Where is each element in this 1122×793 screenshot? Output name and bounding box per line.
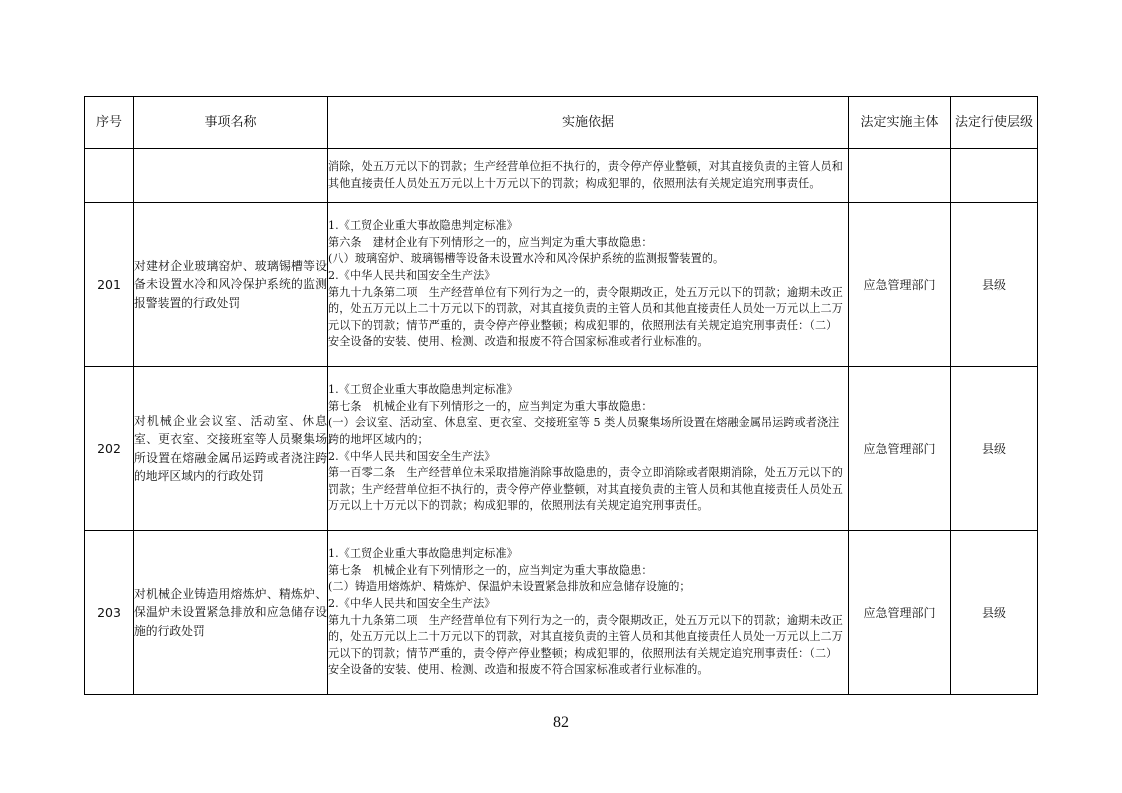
row-serial-number: 202 <box>85 367 134 531</box>
row-exercise-level: 县级 <box>951 367 1038 531</box>
table-header-row <box>85 97 1038 149</box>
basis-line: (二）铸造用熔炼炉、精炼炉、保温炉未设置紧急排放和应急储存设施的； <box>328 580 691 594</box>
row-exercise-level: 县级 <box>951 531 1038 695</box>
basis-line: 第一百零二条 生产经营单位未采取措施消除事故隐患的，责令立即消除或者限期消除，处五万元以下的罚款；生产经营单位拒不执行的，责令停产停业整顿，对其直接负责的主管人员和其他直接责任人员处五万元以上十万元以下的罚款；构成犯罪的，依照刑法有关规定追究刑事责任。 <box>328 466 843 513</box>
basis-line: 第九十九条第二项 生产经营单位有下列行为之一的，责令限期改正，处五万元以下的罚款；逾期未改正的，处五万元以上二十万元以下的罚款，对其直接负责的主管人员和其他直接责任人员处一万元以上二万元以下的罚款；情节严重的，责令停产停业整顿；构成犯罪的，依照刑法有关规定追究刑事责任：（二）安全设备的安装、使用、检测、改造和报废不符合国家标准或者行业标准的。 <box>328 613 843 677</box>
row-serial-number: 203 <box>85 531 134 695</box>
basis-line: 2.《中华人民共和国安全生产法》 <box>328 449 496 463</box>
basis-line: 消除，处五万元以下的罚款；生产经营单位拒不执行的，责令停产停业整顿，对其直接负责的主管人员和其他直接责任人员处五万元以上十万元以下的罚款；构成犯罪的，依照刑法有关规定追究刑事责任。 <box>328 159 843 190</box>
row-item-name: 对机械企业铸造用熔炼炉、精炼炉、保温炉未设置紧急排放和应急储存设施的行政处罚 <box>134 531 328 695</box>
row-implementing-body: 应急管理部门 <box>849 531 951 695</box>
row-item-name: 对建材企业玻璃窑炉、玻璃锡槽等设备未设置水冷和风冷保护系统的监测报警装置的行政处罚 <box>134 203 328 367</box>
row-exercise-level <box>951 149 1038 203</box>
basis-line: 第六条 建材企业有下列情形之一的，应当判定为重大事故隐患： <box>328 235 653 249</box>
table-row <box>85 149 1038 203</box>
basis-line: (一）会议室、活动室、休息室、更衣室、交接班室等 5 类人员聚集场所设置在熔融金属吊运跨或者浇注跨的地坪区域内的； <box>328 416 840 446</box>
header-implementing-body: 法定实施主体 <box>849 97 951 149</box>
row-item-name: 对机械企业会议室、活动室、休息室、更衣室、交接班室等人员聚集场所设置在熔融金属吊运跨或者浇注跨的地坪区域内的行政处罚 <box>134 367 328 531</box>
row-legal-basis <box>328 531 849 695</box>
row-exercise-level: 县级 <box>951 203 1038 367</box>
row-serial-number: 201 <box>85 203 134 367</box>
row-serial-number <box>85 149 134 203</box>
basis-line: 2.《中华人民共和国安全生产法》 <box>328 268 496 282</box>
header-legal-basis: 实施依据 <box>328 97 849 149</box>
enforcement-items-table <box>84 96 1038 695</box>
row-legal-basis <box>328 149 849 203</box>
header-exercise-level: 法定行使层级 <box>951 97 1038 149</box>
basis-line: 2.《中华人民共和国安全生产法》 <box>328 596 496 610</box>
row-legal-basis <box>328 367 849 531</box>
table-row <box>85 367 1038 531</box>
table-row <box>85 531 1038 695</box>
basis-line: 第九十九条第二项 生产经营单位有下列行为之一的，责令限期改正，处五万元以下的罚款；逾期未改正的，处五万元以上二十万元以下的罚款，对其直接负责的主管人员和其他直接责任人员处一万元以上二万元以下的罚款；情节严重的，责令停产停业整顿；构成犯罪的，依照刑法有关规定追究刑事责任：（二）安全设备的安装、使用、检测、改造和报废不符合国家标准或者行业标准的。 <box>328 285 843 349</box>
row-implementing-body <box>849 149 951 203</box>
row-item-name <box>134 149 328 203</box>
basis-line: 1.《工贸企业重大事故隐患判定标准》 <box>328 547 518 561</box>
page-number: 82 <box>553 714 569 731</box>
row-implementing-body: 应急管理部门 <box>849 203 951 367</box>
header-item-name: 事项名称 <box>134 97 328 149</box>
row-legal-basis <box>328 203 849 367</box>
basis-line: 第七条 机械企业有下列情形之一的，应当判定为重大事故隐患： <box>328 399 653 413</box>
basis-line: 1.《工贸企业重大事故隐患判定标准》 <box>328 383 518 397</box>
basis-line: (八）玻璃窑炉、玻璃锡槽等设备未设置水冷和风冷保护系统的监测报警装置的。 <box>328 252 725 266</box>
basis-line: 第七条 机械企业有下列情形之一的，应当判定为重大事故隐患： <box>328 563 653 577</box>
header-serial-number: 序号 <box>85 97 134 149</box>
table-row <box>85 203 1038 367</box>
row-implementing-body: 应急管理部门 <box>849 367 951 531</box>
basis-line: 1.《工贸企业重大事故隐患判定标准》 <box>328 219 518 233</box>
